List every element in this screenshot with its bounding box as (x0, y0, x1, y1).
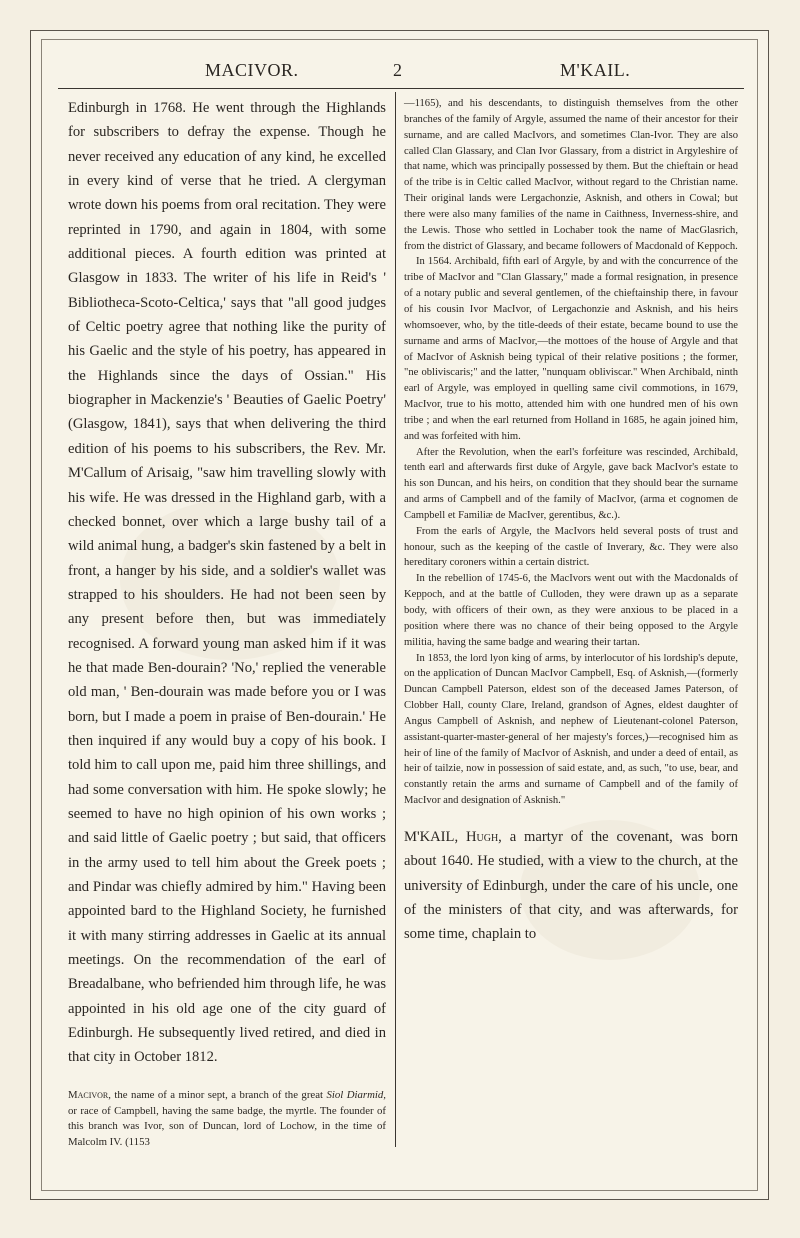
running-head-left: MACIVOR. (205, 60, 299, 80)
clan-note-paragraph (68, 1088, 386, 1151)
clan-note-siol: Siol Diarmid, (326, 1088, 386, 1101)
note-paragraph: In the rebellion of 1745-6, the MacIvors went out with the Macdonalds of Keppoch, and at the battle of Culloden, they were drawn up as a separate body, with officers of their own, as they were anxious to be placed in a position where there was no chance of their being opposed to the Argyle militia, having the same badge and wearing their tartan. (404, 573, 738, 648)
clan-note-text-b: or race of Campbell, having the same badge, the myrtle. The founder of this branch was Ivor, son of Duncan, lord of Lochow, in the time of Malcolm IV. (1153 (68, 1104, 386, 1149)
column-divider (395, 92, 396, 1147)
right-column (404, 96, 738, 946)
running-head (0, 60, 800, 86)
clan-note (68, 1088, 386, 1151)
left-column (68, 96, 386, 1151)
page-number: 2 (393, 60, 403, 80)
header-rule (58, 88, 744, 89)
note-paragraph: After the Revolution, when the earl's forfeiture was rescinded, Archibald, tenth earl and afterwards first duke of Argyle, gave back MacIvor's estate to his son Duncan, and his heirs, on condition that they should bear the surname and arms of Campbell and of the family of MacIvor, (arma et cognomen de Campbell et Familiæ de MacIver, gerentibus, &c.). (404, 446, 738, 521)
mkail-entry-paragraph (404, 825, 738, 946)
note-paragraph: In 1853, the lord lyon king of arms, by interlocutor of his lordship's depute, on the application of Duncan MacIvor Campbell, Esq. of Asknish,—(formerly Duncan Campbell Paterson, eldest son of the deceased James Paterson, of Clobber Hall, county Clare, Ireland, grandson of Agnes, eldest daughter of Angus Campbell of Asknish, and nephew of Lieutenant-colonel Paterson, assistant-quarter-master-general of her majesty's forces,)—recognised him as heir of line of the family of MacIvor of Asknish, and under a deed of entail, as heir of tailzie, now in possession of said estate, and, as such, "to use, bear, and constantly retain the arms and surname of Campbell and of the family of MacIvor and designation of Asknish." (404, 652, 738, 807)
biography-text: Edinburgh in 1768. He went through the Highlands for subscribers to defray the expense. Though he never received any education of any kind, he excelled in every kind of verse that he tried. A clergyman wrote down his poems from oral recitation. They were reprinted in 1790, and again in 1804, with some additional pieces. A fourth edition was printed at Glasgow in 1833. The writer of his life in Reid's ' Bibliotheca-Scoto-Celtica,' says that "all good judges of Celtic poetry agree that nothing like the purity of his Gaelic and the style of his poetry, has appeared in the Highlands since the days of Ossian." His biographer in Mackenzie's ' Beauties of Gaelic Poetry' (Glasgow, 1841), says that when delivering the third edition of his poems to his subscribers, the Rev. Mr. M'Callum of Arisaig, "saw him travelling slowly with his wife. He was dressed in the Highland garb, with a checked bonnet, over which a large bushy tail of a wild animal hung, a badger's skin fastened by a belt in front, a hanger by his side, and a soldier's wallet was strapped to his shoulders. He had not been seen by any present before then, but was immediately recognised. A forward young man asked him if it was he that made Ben-dourain? 'No,' replied the venerable old man, ' Ben-dourain was made before you or I was born, but I made a poem in praise of Ben-dourain.' He then inquired if any would buy a copy of his book. I told him to call upon me, paid him three shillings, and had some conversation with him. He spoke slowly; he seemed to have no high opinion of his own works ; and said little of Gaelic poetry ; but said, that officers in the army used to tell him about the Greek poets ; and Pindar was chiefly admired by him." Having been appointed bard to the Highland Society, he furnished it with many stirring addresses in Gaelic at its annual meetings. On the recommendation of the earl of Breadalbane, who befriended him through life, he was appointed in his old age one of the city guard of Edinburgh. He subsequently lived retired, and died in that city in October 1812. (68, 100, 386, 1066)
mkail-entry-text: a martyr of the covenant, was born about 1640. He studied, with a view to the church, at the university of Edinburgh, under the care of his uncle, one of the ministers of that city, and was afterwards, for some time, chaplain to (404, 828, 739, 943)
note-paragraph: In 1564. Archibald, fifth earl of Argyle, by and with the concurrence of the tribe of MacIvor and "Clan Glassary," made a formal resignation, in presence of a notary public and several gentlemen, of the chieftainship there, in favour of his cousin Ivor MacIvor, of Lergachonzie and Asknish, and his heirs whomsoever, who, by the title-deeds of their estate, became bound to use the surname and arms of MacIvor,—the mottoes of the house of Argyle and that of MacIvor of Asknish being typical of their relative positions ; the former, "ne obliviscaris;" and the latter, "nunquam obliviscar." When Archibald, ninth earl of Argyle, was employed in quelling same civil commotions, in 1679, MacIvor, true to his motto, attended him with one hundred men of his own tribe ; and when the earl returned from Holland in 1685, he again joined him, and was forfeited with him. (404, 256, 738, 442)
clan-note-head: Macivor, (68, 1088, 111, 1101)
mkail-entry-head: M'KAIL, Hugh, (404, 828, 502, 845)
note-paragraph: —1165), and his descendants, to distinguish themselves from the other branches of the family of Argyle, assumed the name of their ancestor for their surname, and are called MacIvors, and sometimes Clan-Ivor. They are also called Clan Glassary, and Clan Ivor Glassary, from a district in Argyleshire of that name, which was principally possessed by them. But the chieftain or head of the tribe is in Celtic called MacIvor, without regard to the Christian name. Their original lands were Lergachonzie, Asknish, and others in Cowal; but there were also many families of the name in Caithness, Inverness-shire, and the Lewis. Those who settled in Lochaber took the name of MacGlasrich, from the district of Glassary, and became followers of Macdonald of Keppoch. (404, 98, 738, 252)
running-head-right: M'KAIL. (560, 60, 631, 80)
note-paragraph: From the earls of Argyle, the MacIvors held several posts of trust and honour, such as the keeping of the castle of Inverary, &c. They were also hereditary coroners within a certain district. (404, 525, 738, 569)
clan-note-text-a: the name of a minor sept, a branch of the great (110, 1088, 327, 1101)
mkail-entry (404, 825, 738, 946)
